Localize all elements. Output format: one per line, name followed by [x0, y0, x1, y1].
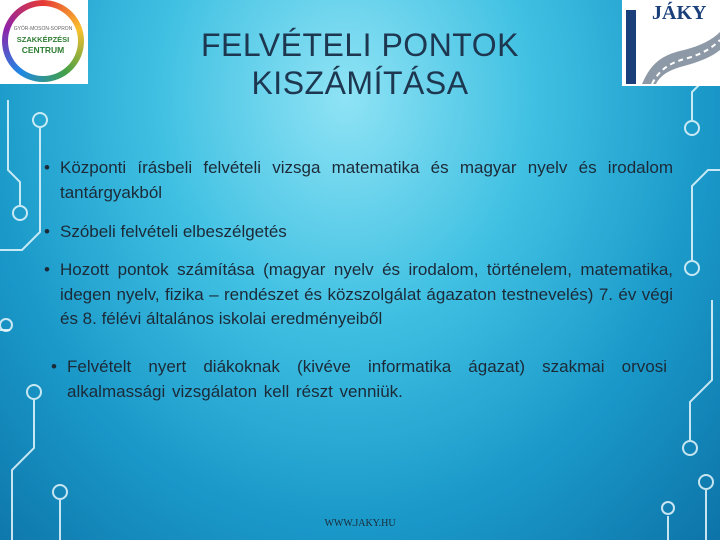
logo-text-line-2: SZAKKÉPZÉSI	[16, 35, 70, 44]
jaky-logo	[622, 0, 720, 86]
footer-website: WWW.JAKY.HU	[324, 518, 396, 529]
szakkepzesi-centrum-logo	[0, 0, 88, 84]
logo-text-line-1: GYŐR-MOSON-SOPRON	[13, 26, 73, 32]
bullet-oral-interview: • Szóbeli felvételi elbeszélgetés	[60, 220, 673, 245]
bullet-brought-points: • Hozott pontok számítása (magyar nyelv és irodalom, történelem, matematika, idegen nyelv, fizika – rendészet és közszolgálat ágazaton testnevelés) 7. év végi és 8. félévi általános iskolai eredményeiből	[60, 258, 673, 332]
logo-text-line-3: CENTRUM	[21, 45, 65, 55]
jaky-logo-text: JÁKY	[652, 2, 707, 24]
slide-title: FELVÉTELI PONTOK KISZÁMÍTÁSA	[200, 27, 519, 101]
bullet-medical-exam: • Felvételt nyert diákoknak (kivéve informatika ágazat) szakmai orvosi alkalmassági vizsgálaton kell részt venniük.	[67, 355, 667, 404]
bullet-written-exam: • Központi írásbeli felvételi vizsga matematika és magyar nyelv és irodalom tantárgyakból	[60, 156, 673, 205]
